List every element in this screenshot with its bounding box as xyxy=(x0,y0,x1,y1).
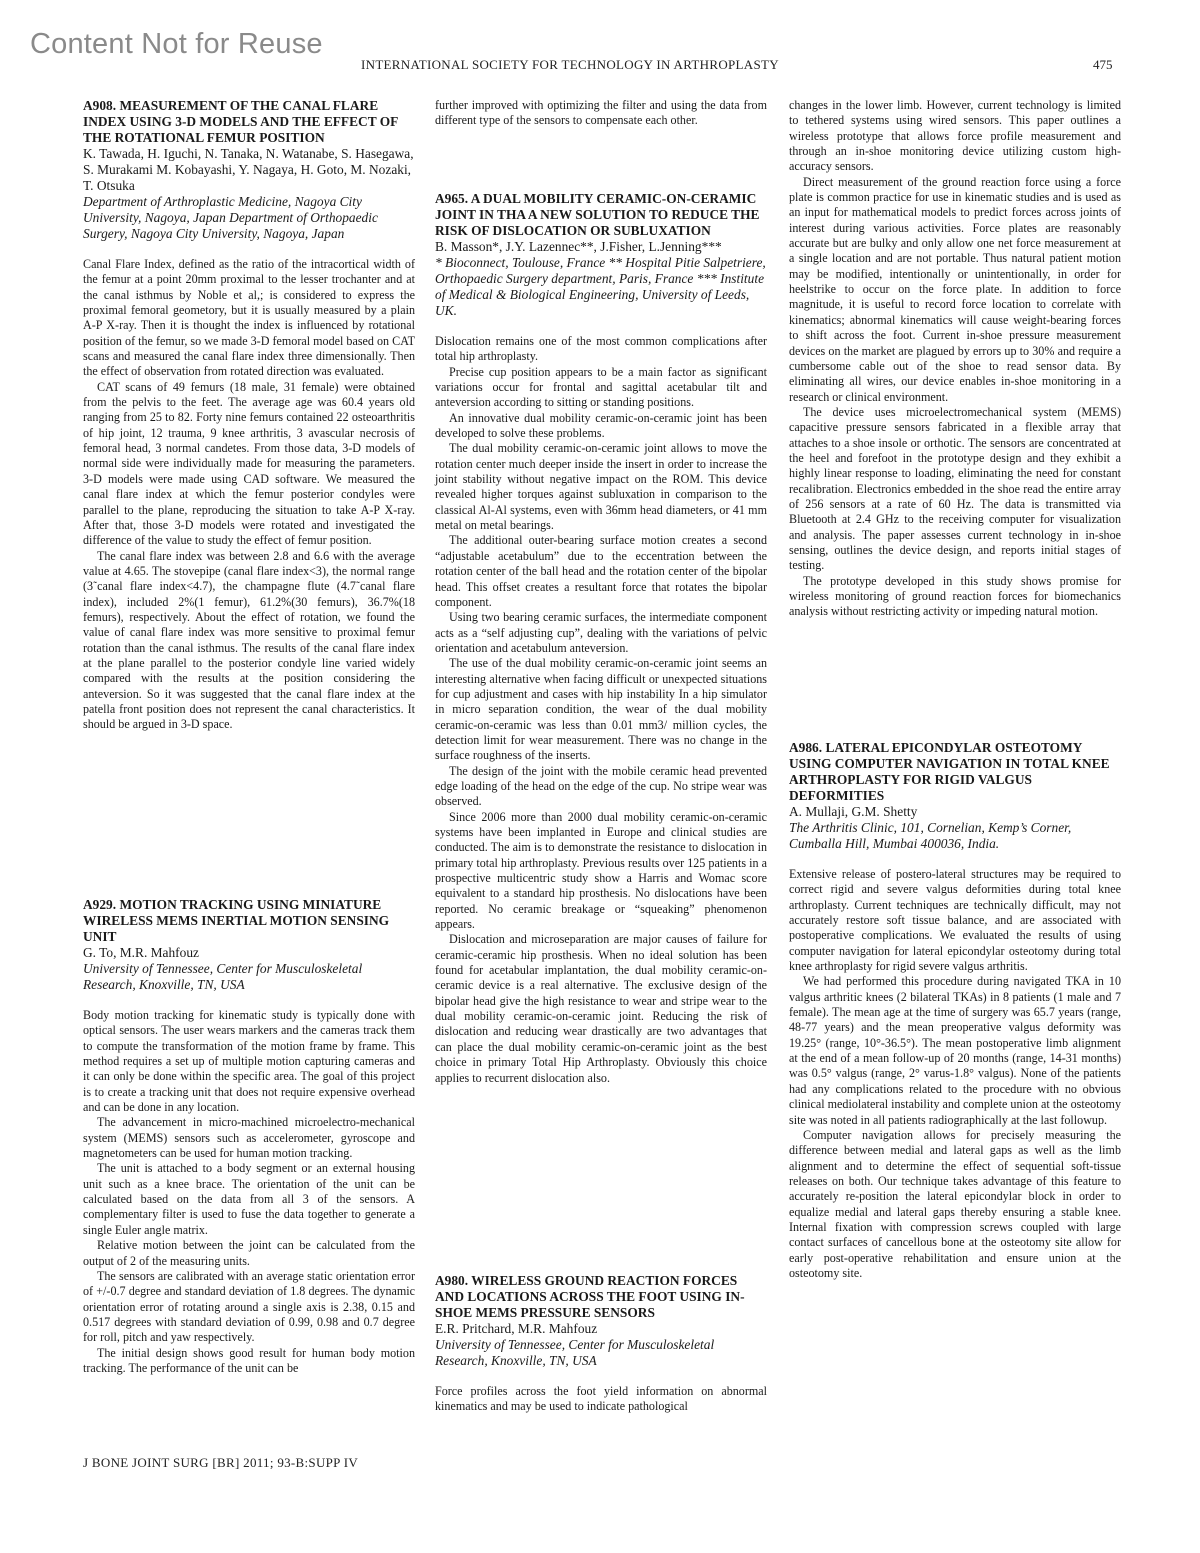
abstract-title: A980. WIRELESS GROUND REACTION FORCES AND LOCATIONS ACROSS THE FOOT USING IN-SHOE MEMS PRESSURE SENSORS xyxy=(435,1273,745,1320)
abstract-paragraph: CAT scans of 49 femurs (18 male, 31 female) were obtained from the pelvis to the feet. The average age was 60.4 years old ranging from 25 to 82. Forty nine femurs contained 22 osteoarthritis of hip joint, 12 trauma, 9 knee arthritis, 3 avascular necrosis of femoral head, 3 normal candetes. From those data, 3-D models of normal side were individually made for measuring the parameters. 3-D models were made using CAD software. We measured the canal flare index at which the femur posterior condyles were parallel to the plane, reproducing the situation to take A-P X-ray. After that, those 3-D models were rotated and investigated the difference of the value to study the effect of femur position. xyxy=(83,379,415,548)
abstract-continuation: The prototype developed in this study shows promise for wireless monitoring of ground reaction forces for biomechanics analysis without restricting activity or impeding natural motion. xyxy=(789,573,1121,619)
column-1 xyxy=(83,98,415,1375)
abstract-authors: B. Masson*, J.Y. Lazennec**, J.Fisher, L.Jenning*** xyxy=(435,239,722,254)
abstract-title: A986. LATERAL EPICONDYLAR OSTEOTOMY USING COMPUTER NAVIGATION IN TOTAL KNEE ARTHROPLASTY FOR RIGID VALGUS DEFORMITIES xyxy=(789,740,1110,803)
abstract-paragraph: Body motion tracking for kinematic study is typically done with optical sensors. The user wears markers and the cameras track them to compute the transformation of the motion frame by frame. This method requires a set up of multiple motion capturing cameras and it can only be done within the specific area. The goal of this project is to create a tracking unit that does not require expensive overhead and can be done in any location. xyxy=(83,1008,415,1115)
page-number: 475 xyxy=(1093,57,1113,72)
abstract-paragraph: Canal Flare Index, defined as the ratio of the intracortical width of the femur at a point 20mm proximal to the lesser trochanter and at the canal isthmus by Noble et al,; is considered to express the proximal femoral geometory, but it is usually measured by a plain A-P X-ray. Then it is thought the index is influenced by rotational position of the femur, so we made 3-D femoral model based on CAT scans and measured the canal flare index three dimensionally. Then the effect of observation from rotated direction was evaluated. xyxy=(83,257,415,379)
column-2 xyxy=(435,98,767,1414)
abstract-continuation: further improved with optimizing the filter and using the data from different type of the sensors to compensate each other. xyxy=(435,98,767,128)
abstract-title: A908. MEASUREMENT OF THE CANAL FLARE INDEX USING 3-D MODELS AND THE EFFECT OF THE ROTATIONAL FEMUR POSITION xyxy=(83,98,398,145)
abstract-paragraph: Dislocation remains one of the most common complications after total hip arthroplasty. xyxy=(435,334,767,364)
abstract-paragraph: The additional outer-bearing surface motion creates a second “adjustable acetabulum” due to the eccentration between the rotation center of the ball head and the rotation center of the bipolar head. This offset creates a resultant force that rotates the bipolar component. xyxy=(435,533,767,609)
abstract-affiliation: The Arthritis Clinic, 101, Cornelian, Kemp’s Corner, Cumballa Hill, Mumbai 400036, India. xyxy=(789,820,1072,851)
abstract-continuation: Direct measurement of the ground reaction force using a force plate is common practice for use in kinematic studies and is used as an input for mathematical models to predict forces across joints of interest during various activities. Force plates are reasonably accurate but are bulky and only allow one net force measurement at a single location and are not portable. Thus natural patient motion may be modified, intentionally or unintentionally, in order for heelstrike to occur on the force plate. In addition to force magnitude, it is useful to record force location to correlate with kinematics; abnormal kinematics will cause weight-bearing forces to shift across the foot. Current in-shoe pressure measurement devices on the market are plagued by errors up to 30% and require a cumbersome cable out of the shoe to read sensor data. By eliminating all wires, our device enables in-shoe monitoring in a research or clinical environment. xyxy=(789,174,1121,404)
abstract-paragraph: Precise cup position appears to be a main factor as significant variations occur for frontal and sagittal acetabular tilt and anteversion according to sitting or standing positions. xyxy=(435,364,767,410)
abstract-a929 xyxy=(83,897,415,1376)
abstract-continuation: changes in the lower limb. However, current technology is limited to tethered systems using wired sensors. This paper outlines a wireless prototype that allows force profile measurement and through an in-shoe monitoring device utilizing custom high-accuracy sensors. xyxy=(789,98,1121,174)
abstract-a980 xyxy=(435,1273,767,1415)
abstract-paragraph: Relative motion between the joint can be calculated from the output of 2 of the measuring units. xyxy=(83,1238,415,1268)
abstract-paragraph: The unit is attached to a body segment or an external housing unit such as a knee brace. The orientation of the unit can be calculated based on the data from all 3 of the sensors. A complementary filter is used to fuse the data together to generate a single Euler angle matrix. xyxy=(83,1161,415,1237)
abstract-paragraph: Using two bearing ceramic surfaces, the intermediate component acts as a “self adjusting cup”, dealing with the variations of pelvic orientation and acetabulum anteversion. xyxy=(435,610,767,655)
abstract-affiliation: University of Tennessee, Center for Musculoskeletal Research, Knoxville, TN, USA xyxy=(435,1337,715,1368)
abstract-paragraph: The canal flare index was between 2.8 and 6.6 with the average value at 4.65. The stovepipe (canal flare index<3), the normal range (3˜canal flare index<4.7), the champagne flute (4.7˜canal flare index), included 2%(1 femur), 61.2%(30 femurs), 36.7%(18 femurs), respectively. About the effect of rotation, we found the value of canal flare index was more sensitive to proximal femur rotation than the canal isthmus. The results of the canal flare index at the plane parallel to the posterior condyle line varied widely compared with the results at the position considering the anteversion. So it was suggested that the canal flare index at the patella front position does not represent the canal characteristics. It should be argued in 3-D space. xyxy=(83,548,415,732)
abstract-paragraph: The advancement in micro-machined microelectro-mechanical system (MEMS) sensors such as accelerometer, gyroscope and magnetometers can be used for human motion tracking. xyxy=(83,1115,415,1161)
abstract-a908 xyxy=(83,98,415,733)
abstract-title: A965. A DUAL MOBILITY CERAMIC-ON-CERAMIC JOINT IN THA A NEW SOLUTION TO REDUCE THE RISK OF DISLOCATION OR SUBLUXATION xyxy=(435,191,760,238)
abstract-paragraph: Since 2006 more than 2000 dual mobility ceramic-on-ceramic systems have been implanted in Europe and clinical studies are conducted. The aim is to demonstrate the resistance to dislocation in primary total hip arthroplasty. Previous results over 125 patients in a prospective multicentric study show a Harris and Womac score equivalent to a standard hip prosthesis. No dislocations have been reported. No ceramic breakage or “squeaking” phenomenon appears. xyxy=(435,809,767,932)
abstract-paragraph: Force profiles across the foot yield information on abnormal kinematics and may be used to indicate pathological xyxy=(435,1384,767,1414)
abstract-paragraph: Dislocation and microseparation are major causes of failure for ceramic-ceramic hip prosthesis. When no ideal solution has been found for acetabular implantation, the dual mobility ceramic-on-ceramic device is a real alternative. The exclusive design of the bipolar head give the high resistance to wear and stripe wear to the dual mobility ceramic-on-ceramic joint. Reducing the risk of dislocation and reducing wear drastically are two advantages that can place the dual mobility ceramic-on-ceramic joint as the best choice in primary Total Hip Arthroplasty. Obviously this choice applies to recurrent dislocation also. xyxy=(435,932,767,1085)
abstract-title: A929. MOTION TRACKING USING MINIATURE WIRELESS MEMS INERTIAL MOTION SENSING UNIT xyxy=(83,897,390,944)
abstract-a986 xyxy=(789,740,1121,1281)
abstract-paragraph: The use of the dual mobility ceramic-on-ceramic joint seems an interesting alternative when facing difficult or unexpected situations for cup adjustment and cases with hip instability In a hip simulator in micro separation condition, the wear of the dual mobility ceramic-on-ceramic was less than 0.01 mm3/ million cycles, the detection limit for wear measurement. There was no change in the surface roughness of the inserts. xyxy=(435,656,767,763)
abstract-authors: G. To, M.R. Mahfouz xyxy=(83,945,199,960)
watermark: Content Not for Reuse xyxy=(30,28,323,60)
column-3 xyxy=(789,98,1121,1280)
abstract-authors: A. Mullaji, G.M. Shetty xyxy=(789,804,918,819)
abstract-paragraph: Extensive release of postero-lateral structures may be required to correct rigid and severe valgus deformities during total knee arthroplasty. Current techniques are technically difficult, may not accurately restore soft tissue balance, and are associated with postoperative complications. We evaluated the results of using computer navigation for lateral epicondylar osteotomy during total knee arthroplasty for rigid severe valgus arthritis. xyxy=(789,867,1121,974)
abstract-continuation: The device uses microelectromechanical system (MEMS) capacitive pressure sensors fabricated in a flexible array that attaches to a shoe insole or orthotic. The sensors are concentrated at the heel and forefoot in the prototype design and they exhibit a highly linear response to loading, eliminating the need for constant recalibration. Electronics embedded in the shoe read the entire array of 256 sensors at a rate of 60 Hz. The data is transmitted via Bluetooth at 2.4 GHz to the receiving computer for visualization and analysis. The paper assesses current technology in in-shoe sensing, outlines the device design, and reports initial stages of testing. xyxy=(789,404,1121,573)
abstract-paragraph: The design of the joint with the mobile ceramic head prevented edge loading of the head on the edge of the cup. No stripe wear was observed. xyxy=(435,763,767,809)
abstract-paragraph: The initial design shows good result for human body motion tracking. The performance of the unit can be xyxy=(83,1345,415,1375)
abstract-paragraph: The sensors are calibrated with an average static orientation error of +/-0.7 degree and standard deviation of 1.8 degrees. The dynamic orientation error of rotating around a single axis is 2.38, 0.15 and 0.517 degrees with standard deviation of 0.99, 0.98 and 0.7 degree for roll, pitch and yaw respectively. xyxy=(83,1268,415,1345)
running-head: INTERNATIONAL SOCIETY FOR TECHNOLOGY IN ARTHROPLASTY xyxy=(361,57,779,72)
abstract-paragraph: Computer navigation allows for precisely measuring the difference between medial and lateral gaps as well as the limb alignment and to determine the effect of sequential soft-tissue releases on both. Our technique takes advantage of this feature to accurately re-position the lateral epicondylar block in order to equalize medial and lateral gaps thereby ensuring a stable knee. Internal fixation with compression screws coupled with large contact surfaces of cancellous bone at the osteotomy site allow for early post-operative rehabilitation and ensure union at the osteotomy site. xyxy=(789,1127,1121,1280)
abstract-authors: K. Tawada, H. Iguchi, N. Tanaka, N. Watanabe, S. Hasegawa, S. Murakami M. Kobayashi, Y. Nagaya, H. Goto, M. Nozaki, T. Otsuka xyxy=(83,146,414,193)
abstract-affiliation: Department of Arthroplastic Medicine, Nagoya City University, Nagoya, Japan Department of Orthopaedic Surgery, Nagoya City University, Nagoya, Japan xyxy=(83,194,378,241)
abstract-authors: E.R. Pritchard, M.R. Mahfouz xyxy=(435,1321,598,1336)
abstract-paragraph: The dual mobility ceramic-on-ceramic joint allows to move the rotation center much deeper inside the insert in order to increase the joint stability without negative impact on the ROM. This device revealed higher torques against subluxation in comparison to the classical Al-Al systems, even with 36mm head diameters, or 41 mm metal on metal bearings. xyxy=(435,441,767,533)
journal-footer: J BONE JOINT SURG [BR] 2011; 93-B:SUPP IV xyxy=(83,1455,359,1470)
abstract-a965 xyxy=(435,191,767,1086)
abstract-affiliation: University of Tennessee, Center for Musculoskeletal Research, Knoxville, TN, USA xyxy=(83,961,363,992)
abstract-affiliation: * Bioconnect, Toulouse, France ** Hospital Pitie Salpetriere, Orthopaedic Surgery department, Paris, France *** Institute of Medical & Biological Engineering, University of Leeds, UK. xyxy=(435,255,766,318)
abstract-paragraph: We had performed this procedure during navigated TKA in 10 valgus arthritic knees (2 bilateral TKAs) in 8 patients (1 male and 7 female). The mean age at the time of surgery was 65.7 years (range, 48-77 years) and the mean preoperative valgus deformity was 19.25° (range, 10°-36.5°). The mean postoperative limb alignment at the end of a mean follow-up of 20 months (range, 14-31 months) was 0.5° valgus (range, 2° varus-1.8° valgus). None of the patients had any complications related to the procedure with no obvious clinical mediolateral instability and complete union at the osteotomy site was noted in all patients radiographically at the last followup. xyxy=(789,974,1121,1127)
abstract-paragraph: An innovative dual mobility ceramic-on-ceramic joint has been developed to solve these problems. xyxy=(435,410,767,441)
